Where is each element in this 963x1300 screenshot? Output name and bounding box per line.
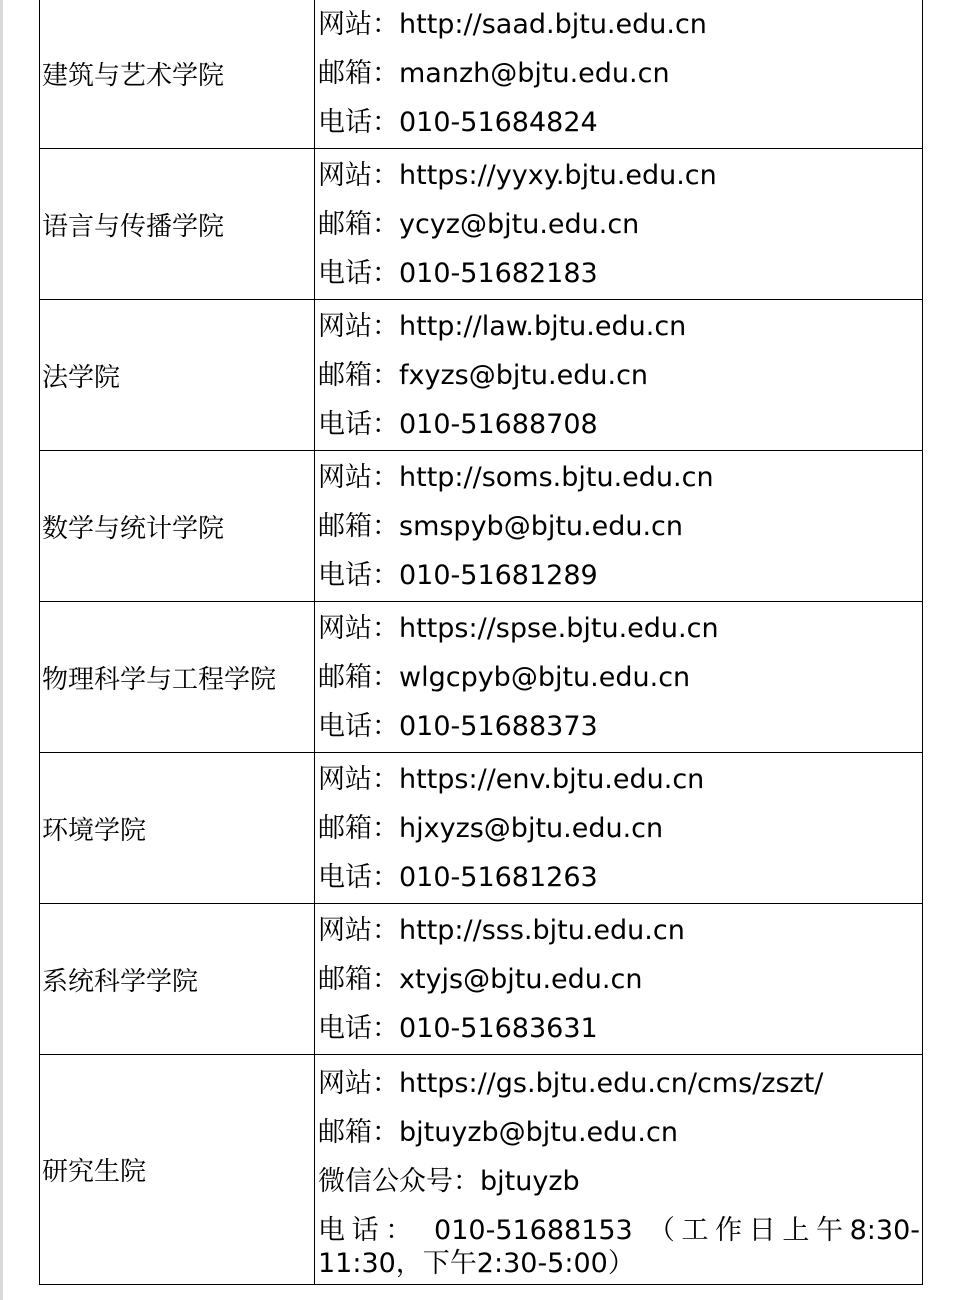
website-line[interactable]: 网站：https://yyxy.bjtu.edu.cn xyxy=(318,159,717,191)
contact-info xyxy=(315,753,923,904)
contact-info xyxy=(315,149,923,300)
website-line[interactable]: 网站：http://sss.bjtu.edu.cn xyxy=(318,914,685,946)
contact-info xyxy=(315,1055,923,1285)
phone-line: 电话：010-51688373 xyxy=(318,710,598,742)
phone-line: 电话：010-51681289 xyxy=(318,559,598,591)
college-name: 数学与统计学院 xyxy=(40,451,315,602)
wechat-line: 微信公众号：bjtuyzb xyxy=(318,1166,580,1197)
email-line[interactable]: 邮箱：hjxyzs@bjtu.edu.cn xyxy=(318,812,664,844)
college-name: 建筑与艺术学院 xyxy=(40,0,315,149)
table-row xyxy=(40,753,923,904)
contact-info xyxy=(315,451,923,602)
college-name: 系统科学学院 xyxy=(40,904,315,1055)
email-line[interactable]: 邮箱：smspyb@bjtu.edu.cn xyxy=(318,510,684,542)
contact-info xyxy=(315,602,923,753)
college-name: 语言与传播学院 xyxy=(40,149,315,300)
website-line[interactable]: 网站：https://gs.bjtu.edu.cn/cms/zszt/ xyxy=(318,1068,824,1099)
email-line[interactable]: 邮箱：wlgcpyb@bjtu.edu.cn xyxy=(318,661,691,693)
college-name: 法学院 xyxy=(40,300,315,451)
table-row xyxy=(40,602,923,753)
table-row xyxy=(40,451,923,602)
email-line[interactable]: 邮箱：manzh@bjtu.edu.cn xyxy=(318,57,670,89)
phone-line: 电话：010-51683631 xyxy=(318,1012,598,1044)
phone-hours-line: 电话： 010-51688153 （工作日上午8:30-11:30，下午2:30-5:00） xyxy=(318,1215,920,1279)
email-line[interactable]: 邮箱：fxyzs@bjtu.edu.cn xyxy=(318,359,649,391)
website-line[interactable]: 网站：https://env.bjtu.edu.cn xyxy=(318,763,705,795)
website-line[interactable]: 网站：http://soms.bjtu.edu.cn xyxy=(318,461,714,493)
website-line[interactable]: 网站：http://law.bjtu.edu.cn xyxy=(318,310,687,342)
table-row xyxy=(40,149,923,300)
email-line[interactable]: 邮箱：bjtuyzb@bjtu.edu.cn xyxy=(318,1117,678,1148)
phone-line: 电话：010-51684824 xyxy=(318,106,598,138)
phone-line: 电话：010-51688708 xyxy=(318,408,598,440)
contact-info xyxy=(315,0,923,149)
email-line[interactable]: 邮箱：ycyz@bjtu.edu.cn xyxy=(318,208,640,240)
phone-line: 电话：010-51681263 xyxy=(318,861,598,893)
table-row xyxy=(40,904,923,1055)
contact-info xyxy=(315,904,923,1055)
college-name: 研究生院 xyxy=(40,1055,315,1285)
website-line[interactable]: 网站：http://saad.bjtu.edu.cn xyxy=(318,8,707,40)
contact-info xyxy=(315,300,923,451)
left-edge-divider xyxy=(0,0,3,1300)
college-name: 环境学院 xyxy=(40,753,315,904)
website-line[interactable]: 网站：https://spse.bjtu.edu.cn xyxy=(318,612,719,644)
table-row xyxy=(40,300,923,451)
contacts-table xyxy=(39,0,923,1285)
college-name: 物理科学与工程学院 xyxy=(40,602,315,753)
email-line[interactable]: 邮箱：xtyjs@bjtu.edu.cn xyxy=(318,963,643,995)
table-row xyxy=(40,0,923,149)
phone-line: 电话：010-51682183 xyxy=(318,257,598,289)
table-row xyxy=(40,1055,923,1285)
